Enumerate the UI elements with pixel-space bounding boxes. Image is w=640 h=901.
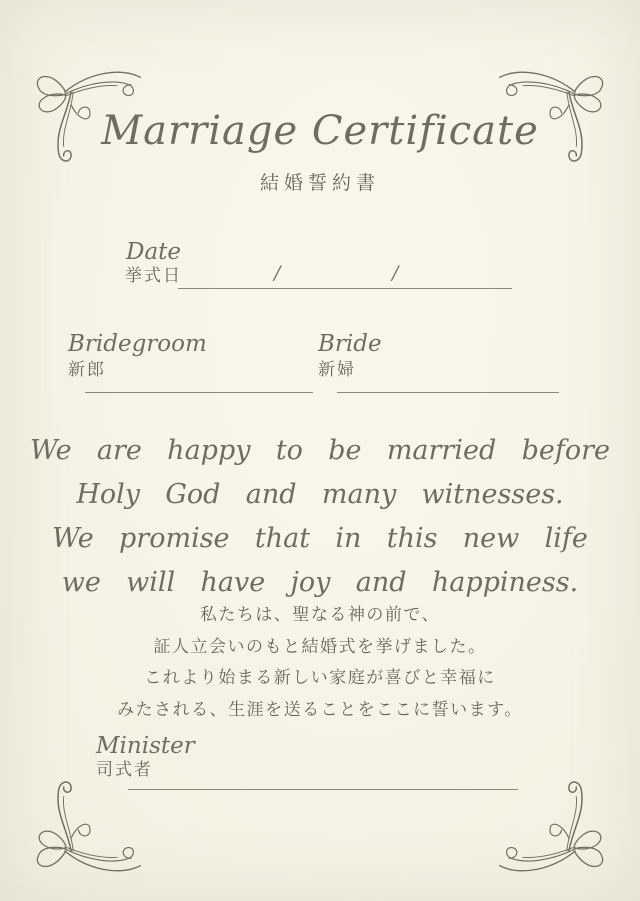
vow-text-japanese <box>0 600 640 726</box>
date-fill-line <box>178 262 512 289</box>
vow-en-line-3: We promise that in this new life <box>52 523 588 554</box>
bride-label-en: Bride <box>318 331 382 357</box>
date-label-ja: 挙式日 <box>125 266 182 286</box>
bridegroom-fill-line <box>85 370 313 393</box>
page-subtitle: 結婚誓約書 <box>259 172 380 194</box>
date-separator-1: / <box>274 262 281 284</box>
page-title: Marriage Certificate <box>101 108 539 154</box>
vow-en-line-2: Holy God and many witnesses. <box>76 479 564 510</box>
bridegroom-label-ja: 新郎 <box>68 360 106 380</box>
date-separator-2: / <box>392 262 399 284</box>
vow-ja-line-1: 私たちは、聖なる神の前で、 <box>199 605 441 625</box>
minister-fill-line <box>128 767 518 790</box>
vow-text-english <box>0 429 640 605</box>
vow-ja-line-3: これより始まる新しい家庭が喜びと幸福に <box>144 668 496 688</box>
bride-label-ja: 新婦 <box>318 360 356 380</box>
minister-label-en: Minister <box>96 733 195 759</box>
minister-label-ja: 司式者 <box>96 760 153 780</box>
bridegroom-label-en: Bridegroom <box>68 331 207 357</box>
vow-ja-line-4: みたされる、生涯を送ることをここに誓います。 <box>117 699 523 720</box>
date-label-en: Date <box>126 239 182 265</box>
vow-en-line-1: We are happy to be married before <box>30 435 610 466</box>
vow-ja-line-2: 証人立会いのもと結婚式を挙げました。 <box>153 636 487 657</box>
vow-en-line-4: we will have joy and happiness. <box>61 567 579 598</box>
bride-fill-line <box>337 370 559 393</box>
